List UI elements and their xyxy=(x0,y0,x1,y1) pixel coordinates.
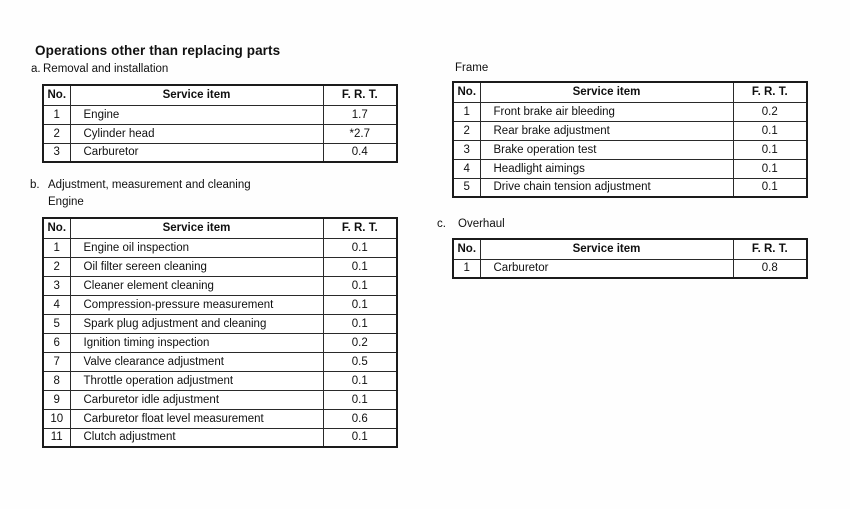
table-row xyxy=(43,314,397,333)
table-row xyxy=(43,371,397,390)
service-item-cell: Carburetor idle adjustment xyxy=(70,390,323,409)
service-item-cell: Valve clearance adjustment xyxy=(70,352,323,371)
row-number-cell: 3 xyxy=(453,140,480,159)
table-header xyxy=(453,239,807,259)
row-number-cell: 2 xyxy=(453,121,480,140)
col-header-service-item: Service item xyxy=(480,82,733,102)
section-c-heading xyxy=(437,218,505,230)
table-row xyxy=(43,276,397,295)
col-header-service-item: Service item xyxy=(480,239,733,259)
section-c-prefix: c. xyxy=(437,218,446,230)
service-item-cell: Carburetor xyxy=(70,143,323,162)
section-b-prefix: b. xyxy=(30,179,40,191)
section-b-sublabel: Engine xyxy=(48,196,84,208)
col-header-no: No. xyxy=(43,85,70,105)
table-header xyxy=(43,85,397,105)
row-number-cell: 9 xyxy=(43,390,70,409)
frt-value-cell: 0.1 xyxy=(323,314,397,333)
frame-section-label: Frame xyxy=(455,62,489,74)
frt-value-cell: *2.7 xyxy=(323,124,397,143)
frt-value-cell: 0.1 xyxy=(733,159,807,178)
table-row xyxy=(43,105,397,124)
frt-value-cell: 0.1 xyxy=(733,121,807,140)
service-item-cell: Carburetor xyxy=(480,259,733,278)
service-item-cell: Engine oil inspection xyxy=(70,238,323,257)
frt-value-cell: 0.1 xyxy=(733,178,807,197)
service-item-cell: Engine xyxy=(70,105,323,124)
frt-value-cell: 0.1 xyxy=(323,428,397,447)
frt-value-cell: 0.6 xyxy=(323,409,397,428)
engine-adjustment-table xyxy=(42,217,398,448)
row-number-cell: 1 xyxy=(43,105,70,124)
section-b-heading xyxy=(30,179,251,191)
col-header-no: No. xyxy=(453,82,480,102)
table-body xyxy=(43,105,397,162)
table-body xyxy=(453,102,807,197)
frt-value-cell: 0.1 xyxy=(323,257,397,276)
table-row xyxy=(43,333,397,352)
row-number-cell: 4 xyxy=(43,295,70,314)
removal-installation-table xyxy=(42,84,398,163)
section-b-label: Adjustment, measurement and cleaning xyxy=(48,179,251,191)
table-row xyxy=(453,121,807,140)
col-header-no: No. xyxy=(453,239,480,259)
table-row xyxy=(43,143,397,162)
row-number-cell: 3 xyxy=(43,276,70,295)
section-a-prefix: a. xyxy=(31,63,41,75)
frt-value-cell: 1.7 xyxy=(323,105,397,124)
row-number-cell: 5 xyxy=(453,178,480,197)
col-header-no: No. xyxy=(43,218,70,238)
table-row xyxy=(453,259,807,278)
table-row xyxy=(43,390,397,409)
service-item-cell: Compression-pressure measurement xyxy=(70,295,323,314)
row-number-cell: 7 xyxy=(43,352,70,371)
row-number-cell: 2 xyxy=(43,257,70,276)
service-item-cell: Spark plug adjustment and cleaning xyxy=(70,314,323,333)
col-header-service-item: Service item xyxy=(70,218,323,238)
row-number-cell: 1 xyxy=(453,102,480,121)
row-number-cell: 1 xyxy=(453,259,480,278)
frt-value-cell: 0.8 xyxy=(733,259,807,278)
frt-value-cell: 0.1 xyxy=(323,276,397,295)
col-header-frt: F. R. T. xyxy=(733,239,807,259)
col-header-frt: F. R. T. xyxy=(323,85,397,105)
table-header xyxy=(453,82,807,102)
row-number-cell: 3 xyxy=(43,143,70,162)
table-header xyxy=(43,218,397,238)
service-item-cell: Cleaner element cleaning xyxy=(70,276,323,295)
row-number-cell: 11 xyxy=(43,428,70,447)
col-header-frt: F. R. T. xyxy=(323,218,397,238)
row-number-cell: 2 xyxy=(43,124,70,143)
frt-value-cell: 0.5 xyxy=(323,352,397,371)
frt-value-cell: 0.1 xyxy=(323,390,397,409)
table-row xyxy=(43,428,397,447)
frt-value-cell: 0.1 xyxy=(323,371,397,390)
table-row xyxy=(43,352,397,371)
overhaul-table xyxy=(452,238,808,279)
section-a-label: Removal and installation xyxy=(43,63,169,75)
table-row xyxy=(43,124,397,143)
table-row xyxy=(453,140,807,159)
row-number-cell: 10 xyxy=(43,409,70,428)
service-item-cell: Drive chain tension adjustment xyxy=(480,178,733,197)
row-number-cell: 4 xyxy=(453,159,480,178)
table-row xyxy=(43,238,397,257)
table-row xyxy=(453,159,807,178)
service-item-cell: Rear brake adjustment xyxy=(480,121,733,140)
service-item-cell: Ignition timing inspection xyxy=(70,333,323,352)
row-number-cell: 8 xyxy=(43,371,70,390)
table-row xyxy=(43,257,397,276)
table-body xyxy=(43,238,397,447)
row-number-cell: 5 xyxy=(43,314,70,333)
frt-value-cell: 0.1 xyxy=(323,295,397,314)
col-header-frt: F. R. T. xyxy=(733,82,807,102)
frt-value-cell: 0.2 xyxy=(733,102,807,121)
frame-table xyxy=(452,81,808,198)
service-item-cell: Cylinder head xyxy=(70,124,323,143)
table-row xyxy=(43,409,397,428)
table-body xyxy=(453,259,807,278)
table-row xyxy=(43,295,397,314)
service-item-cell: Oil filter sereen cleaning xyxy=(70,257,323,276)
service-item-cell: Throttle operation adjustment xyxy=(70,371,323,390)
service-item-cell: Carburetor float level measurement xyxy=(70,409,323,428)
page-title: Operations other than replacing parts xyxy=(35,43,281,58)
service-item-cell: Clutch adjustment xyxy=(70,428,323,447)
section-c-label: Overhaul xyxy=(458,218,505,230)
frt-value-cell: 0.1 xyxy=(733,140,807,159)
table-row xyxy=(453,178,807,197)
frt-value-cell: 0.2 xyxy=(323,333,397,352)
service-item-cell: Brake operation test xyxy=(480,140,733,159)
frt-value-cell: 0.1 xyxy=(323,238,397,257)
col-header-service-item: Service item xyxy=(70,85,323,105)
table-row xyxy=(453,102,807,121)
frt-value-cell: 0.4 xyxy=(323,143,397,162)
section-a-heading xyxy=(31,63,168,75)
row-number-cell: 6 xyxy=(43,333,70,352)
row-number-cell: 1 xyxy=(43,238,70,257)
service-item-cell: Headlight aimings xyxy=(480,159,733,178)
service-item-cell: Front brake air bleeding xyxy=(480,102,733,121)
